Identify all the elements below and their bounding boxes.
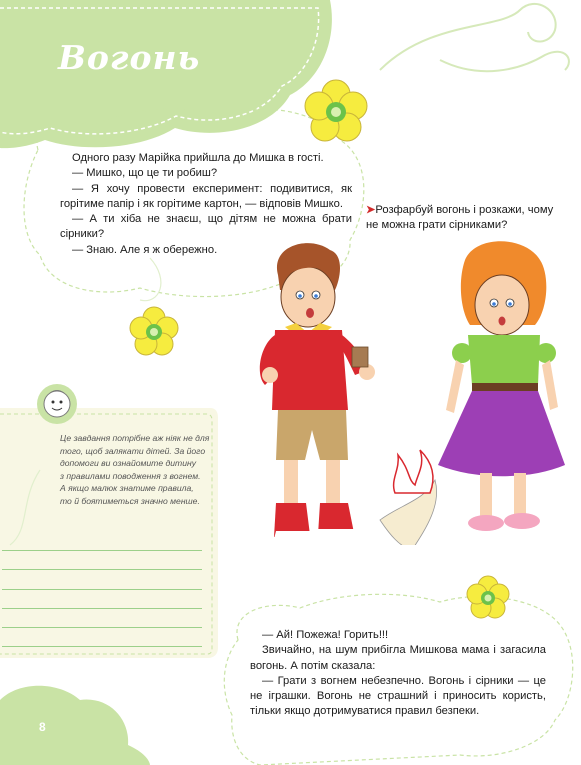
children-illustration	[250, 235, 570, 545]
page-title: Вогонь	[58, 38, 201, 77]
note-line: допомоги ви ознайомите дитину	[60, 458, 197, 468]
arrow-marker-icon: ➤	[366, 204, 376, 216]
girl-figure	[438, 241, 565, 531]
story-line: — А ти хіба не знаєш, що дітям не можна брати сірники?	[60, 213, 352, 241]
task-text: Розфарбуй вогонь і розкажи, чому не можна грати сірниками?	[366, 204, 554, 231]
flower-icon	[460, 570, 516, 626]
ending-line: — Ай! Пожежа! Горить!!!	[262, 629, 389, 641]
story-line: Одного разу Марійка прийшла до Мишка в гості.	[72, 152, 324, 164]
flower-icon	[122, 300, 186, 364]
coloring-task	[366, 203, 556, 233]
ending-line: — Грати з вогнем небезпечно. Вогонь і сірники — це не іграшки. Вогонь не страшний і приносить користь, тільки якщо дотримуватися правил безпеки.	[250, 674, 546, 718]
swirl-decoration	[380, 4, 569, 71]
note-line: то й боятиметься значно менше.	[60, 495, 200, 506]
writing-line[interactable]	[2, 570, 202, 589]
writing-lines[interactable]	[2, 532, 202, 647]
story-line: — Я хочу провести експеримент: подивитися, як горітиме папір і як горітиме картон, — відповів Мишко.	[60, 182, 352, 210]
child-face-icon	[32, 380, 82, 426]
writing-line[interactable]	[2, 609, 202, 628]
flower-icon	[296, 72, 376, 152]
writing-line[interactable]	[2, 551, 202, 570]
story-line: — Мишко, що це ти робиш?	[72, 167, 218, 180]
note-line: з правилами поводження з вогнем.	[60, 470, 201, 481]
page-number-cloud	[0, 686, 150, 765]
ending-line: Звичайно, на шум прибігла Мишкова мама і загасила вогонь. А потім сказала:	[250, 644, 546, 672]
writing-line[interactable]	[2, 590, 202, 609]
note-line: того, щоб залякати дітей. За його	[60, 445, 206, 456]
ending-text	[250, 628, 546, 720]
note-line: Це завдання потрібне аж ніяк не для	[60, 433, 210, 443]
boy-figure	[260, 243, 375, 539]
burning-paper	[380, 450, 437, 545]
note-line: А якщо малюк знатиме правила,	[60, 483, 194, 493]
writing-line[interactable]	[2, 532, 202, 551]
story-line: — Знаю. Але я ж обережно.	[72, 243, 218, 256]
page-number: 8	[39, 720, 46, 734]
parent-note	[60, 432, 210, 507]
writing-line[interactable]	[2, 628, 202, 647]
